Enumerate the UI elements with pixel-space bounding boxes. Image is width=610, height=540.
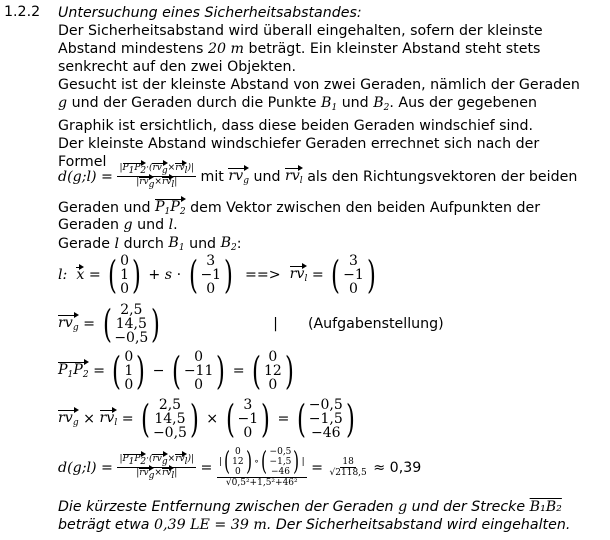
cross-product-equation: $rv_g$ × $rv_l$ = ( 2,5 14,5 −0,5 ) × ( 3 −1 0 ) = ( −0,5 −1,5 −46 ) — [58, 397, 355, 441]
rv-g-equation: $rv_g$ = ( 2,5 14,5 −0,5 ) | (Aufgabenstellung) — [58, 302, 444, 346]
distance-value: 20 m — [207, 41, 244, 57]
line-l-equation: l: x = ( 0 1 0 ) + s · ( 3 −1 0 ) ==> $rv_l$ = ( 3 −1 0 ) — [58, 254, 379, 296]
section-title: Untersuchung eines Sicherheitsabstandes: — [58, 5, 362, 21]
vector-direction: ( 3 −1 0 ) — [188, 253, 233, 297]
paragraph-line: g und der Geraden durch die Punkte $B_1$ und $B_2$. Aus der gegebenen — [58, 95, 537, 113]
section-number: 1.2.2 — [4, 4, 41, 20]
vector-rv-g: ( 2,5 14,5 −0,5 ) — [102, 302, 161, 346]
paragraph-line: Graphik ist ersichtlich, dass diese beiden Geraden windschief sind. — [58, 118, 533, 134]
conclusion-line: Die kürzeste Entfernung zwischen der Geraden g und der Strecke B₁B₂ — [58, 499, 562, 515]
vector-rv-l: ( 3 −1 0 ) — [331, 253, 376, 297]
paragraph-line: Der Sicherheitsabstand wird überall eingehalten, sofern der kleinste — [58, 23, 543, 39]
section-content — [58, 4, 610, 171]
approx-result: ≈ 0,39 — [373, 459, 422, 476]
p1p2-equation: $P_1P_2$ = ( 0 1 0 ) − ( 0 −11 0 ) = ( 0 12 0 ) — [58, 349, 294, 393]
paragraph-line: senkrecht auf den zwei Objekten. — [58, 59, 296, 75]
distance-formula-line: d(g;l) = $\frac{|P_1P_2\cdot(rv_g\times rv_l)|}{|rv_g\times rv_l|}$ mit $rv_g$ und $rv_l$ als den Richtungsvektoren der beiden — [58, 163, 578, 190]
formula-explanation-line: Geraden g und l . — [58, 217, 178, 233]
paragraph-line: Der kleinste Abstand windschiefer Geraden errechnet sich nach der — [58, 136, 540, 152]
source-note: (Aufgabenstellung) — [307, 316, 444, 332]
formula-fraction: $\frac{|P_1P_2\cdot(rv_g\times rv_l)|}{|rv_g\times rv_l|}$ — [119, 163, 195, 190]
distance-calculation: d(g;l) = $\frac{|P_1P_2\cdot(rv_g\times rv_l)|}{|rv_g\times rv_l|}$ = | ( 0 12 0 ) ∘ ( −0,5 −1,5 −46 ) | √0,5²+1,5²+46² = $\frac{18}{√2118,5}$ ≈ 0,39 — [58, 447, 422, 488]
paragraph-line: Gesucht ist der kleinste Abstand von zwei Geraden, nämlich der Geraden — [58, 77, 580, 93]
paragraph-line: Formel — [58, 154, 107, 170]
conclusion-line: beträgt etwa 0,39 LE = 39 m . Der Sicherheitsabstand wird eingehalten. — [58, 517, 571, 533]
line-l-heading: Gerade l durch $B_1$ und $B_2$ : — [58, 235, 242, 253]
paragraph-line: Abstand mindestens 20 m beträgt. Ein kleinster Abstand steht stets — [58, 41, 541, 57]
vector-point: ( 0 1 0 ) — [108, 253, 141, 297]
formula-explanation-line: Geraden und $P_1P_2$ dem Vektor zwischen den beiden Aufpunkten der — [58, 199, 541, 217]
